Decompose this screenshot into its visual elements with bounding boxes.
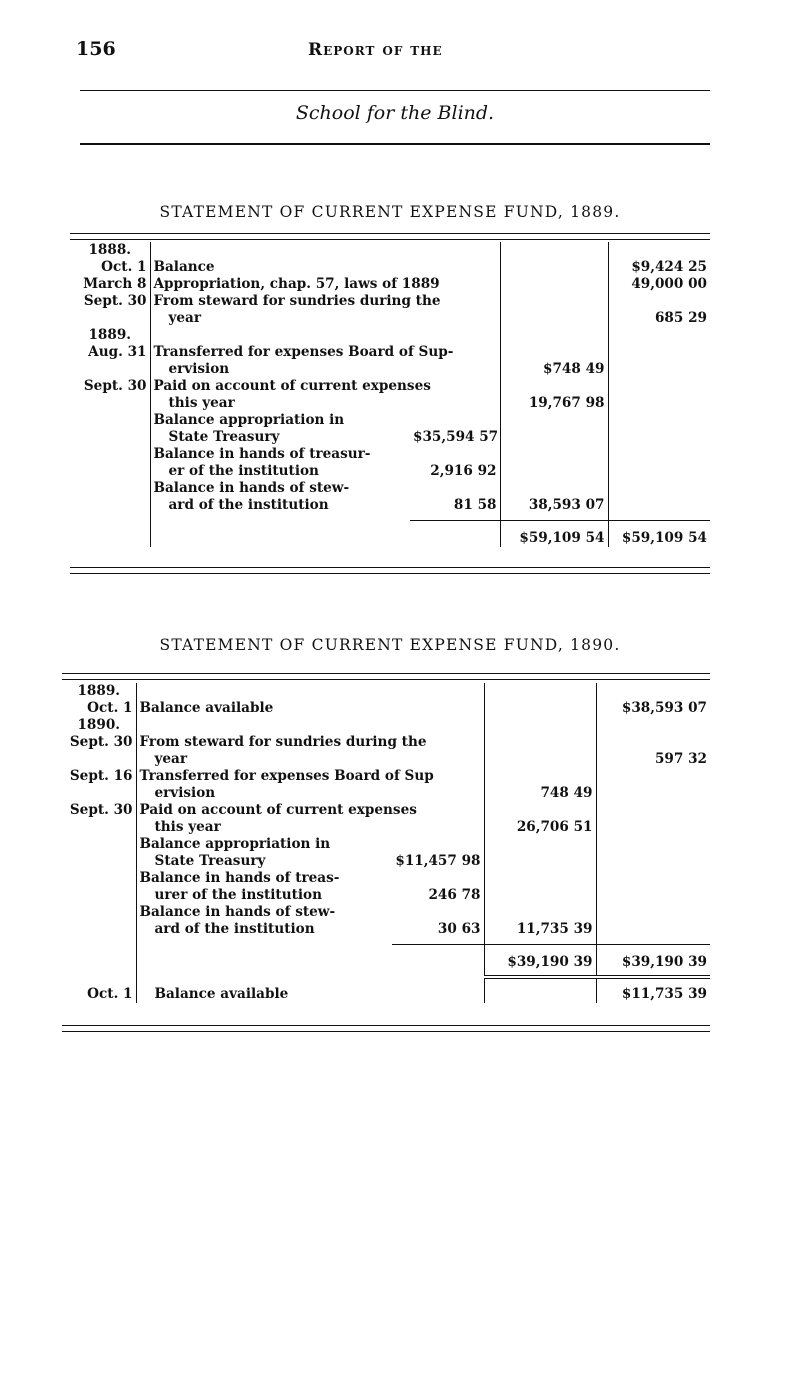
sub-amount: 81 58 (453, 497, 497, 513)
entry-description (150, 259, 410, 276)
page-number: 156 (76, 38, 116, 60)
sub-amount (392, 700, 484, 717)
amount-column-1 (484, 802, 596, 819)
entry-date: Sept. 30 (83, 378, 147, 394)
amount-column-2 (596, 853, 710, 870)
ledger-row (70, 310, 710, 327)
amount-column-2 (608, 395, 710, 412)
entry-description (136, 751, 392, 768)
entry-description-text: year (154, 751, 188, 767)
sub-amount (410, 242, 500, 259)
spacer-cell (392, 944, 484, 971)
ledger-row (70, 361, 710, 378)
entry-description-text: Paid on account of current expenses (153, 378, 431, 394)
entry-description-text: er of the institution (168, 463, 319, 479)
ledger-row (70, 412, 710, 429)
entry-description-text: Transferred for expenses Board of Sup- (153, 344, 454, 360)
amount-column-2 (608, 446, 710, 463)
statement-1890-top-rule (62, 673, 710, 680)
statement-1889-bottom-rule (70, 567, 710, 574)
amount-column-2 (596, 717, 710, 734)
sub-amount (392, 904, 484, 921)
amount-column-2: 685 29 (608, 310, 710, 327)
entry-description (150, 242, 410, 259)
entry-date (70, 497, 150, 514)
sub-amount (410, 480, 500, 497)
ledger-row (70, 378, 710, 395)
entry-date: 1889. (77, 683, 121, 699)
amount-column-2 (596, 734, 710, 751)
entry-date (70, 310, 150, 327)
amount-column-2 (596, 904, 710, 921)
entry-description (136, 904, 392, 921)
entry-description (150, 446, 410, 463)
entry-description-text: Balance appropriation in (153, 412, 345, 428)
entry-date (70, 412, 150, 429)
entry-date: 1890. (77, 717, 121, 733)
amount-column-1 (484, 768, 596, 785)
amount-column-1 (484, 700, 596, 717)
amount-column-2 (608, 463, 710, 480)
entry-date: Oct. 1 (87, 985, 133, 1002)
amount-column-1 (484, 734, 596, 751)
amount-column-1 (500, 242, 608, 259)
total-column-2: $39,190 39 (596, 944, 710, 971)
entry-description (136, 802, 417, 819)
amount-column-2 (596, 819, 710, 836)
entry-description (150, 412, 410, 429)
entry-description-text: ard of the institution (168, 497, 329, 513)
entry-description (150, 480, 410, 497)
entry-date: Oct. 1 (87, 700, 133, 716)
sub-amount: $11,457 98 (395, 853, 481, 869)
entry-date (62, 785, 136, 802)
amount-column-1 (500, 276, 608, 293)
amount-column-1 (500, 463, 608, 480)
entry-description (136, 977, 392, 1003)
entry-date (62, 921, 136, 938)
ledger-row (62, 802, 710, 819)
ledger-row (62, 768, 710, 785)
entry-description-text: urer of the institution (154, 887, 322, 903)
amount-column-1 (484, 683, 596, 700)
sub-amount: $35,594 57 (413, 429, 499, 445)
page-header (68, 36, 708, 66)
total-column-2: $59,109 54 (608, 520, 710, 547)
amount-column-1 (500, 412, 608, 429)
entry-description-text: ervision (168, 361, 230, 377)
ledger-row (62, 887, 710, 904)
amount-column-1 (500, 344, 608, 361)
entry-date: Oct. 1 (101, 259, 147, 275)
entry-description (136, 700, 392, 717)
entry-description-text: State Treasury (154, 853, 266, 869)
ledger-row (70, 463, 710, 480)
amount-column-1 (484, 751, 596, 768)
entry-description-text: Balance (153, 259, 215, 275)
entry-date (70, 463, 150, 480)
ledger-row (62, 836, 710, 853)
ledger-row (70, 276, 710, 293)
statement-1889-top-rule (70, 233, 710, 240)
entry-date: Sept. 30 (69, 802, 133, 818)
entry-description-text: Balance in hands of treasur- (153, 446, 371, 462)
spacer-cell (150, 520, 410, 547)
entry-description (150, 276, 440, 293)
amount-column-2: 49,000 00 (608, 276, 710, 293)
ledger-totals-row (70, 520, 710, 547)
spacer-cell (392, 977, 484, 1003)
amount-column-1 (484, 853, 596, 870)
amount-column-1: 38,593 07 (500, 497, 608, 514)
entry-date (70, 480, 150, 497)
ledger-row (62, 717, 710, 734)
entry-description-text: this year (168, 395, 235, 411)
spacer-cell (136, 944, 392, 971)
entry-date (70, 395, 150, 412)
entry-description-text: From steward for sundries during the (139, 734, 427, 750)
amount-column-1 (500, 327, 608, 344)
sub-amount (392, 751, 484, 768)
amount-column-1 (500, 429, 608, 446)
statement-1890-bottom-rule (62, 1025, 710, 1032)
amount-column-1 (484, 887, 596, 904)
amount-column-1 (500, 480, 608, 497)
sub-amount (410, 395, 500, 412)
entry-date (70, 429, 150, 446)
subtitle-rule (80, 143, 710, 145)
ledger-row (70, 497, 710, 514)
entry-date: 1889. (88, 327, 132, 343)
entry-date (62, 836, 136, 853)
ledger-row (62, 785, 710, 802)
entry-description-text: Transferred for expenses Board of Sup (139, 768, 434, 784)
ledger-row (62, 904, 710, 921)
sub-amount (392, 785, 484, 802)
amount-column-2 (596, 836, 710, 853)
entry-description (136, 853, 392, 870)
amount-column-1 (500, 310, 608, 327)
ledger-row (62, 819, 710, 836)
entry-description (136, 887, 392, 904)
amount-column-2 (608, 242, 710, 259)
ledger-row (62, 734, 710, 751)
entry-description-text: Balance in hands of stew- (139, 904, 336, 920)
amount-column-2 (596, 785, 710, 802)
ledger-row (70, 480, 710, 497)
amount-column-2 (608, 480, 710, 497)
sub-amount (392, 870, 484, 887)
entry-description-text: Appropriation, chap. 57, laws of 1889 (153, 276, 440, 292)
ledger-row (70, 429, 710, 446)
amount-column-2 (608, 344, 710, 361)
amount-column-1 (484, 904, 596, 921)
entry-date (70, 446, 150, 463)
section-subtitle: School for the Blind. (295, 102, 495, 124)
entry-date: 1888. (88, 242, 132, 258)
amount-column-1 (484, 870, 596, 887)
entry-description-text: year (168, 310, 202, 326)
amount-column-1 (500, 446, 608, 463)
entry-date: Sept. 16 (69, 768, 133, 784)
amount-column-2: 597 32 (596, 751, 710, 768)
amount-column-1 (484, 836, 596, 853)
entry-description-text: Balance in hands of treas- (139, 870, 340, 886)
entry-description (136, 836, 392, 853)
entry-date: Sept. 30 (69, 734, 133, 750)
entry-description (150, 429, 410, 446)
entry-date (70, 361, 150, 378)
ledger-row (70, 344, 710, 361)
ledger-row (70, 293, 710, 310)
running-title: Report of the (308, 40, 443, 60)
ledger-totals-row (62, 944, 710, 971)
ledger-row (70, 446, 710, 463)
amount-column-2 (596, 768, 710, 785)
entry-description (136, 717, 392, 734)
amount-column-2 (596, 683, 710, 700)
sub-amount (410, 310, 500, 327)
amount-column-2 (596, 870, 710, 887)
total-column-1: $59,109 54 (500, 520, 608, 547)
amount-column-1: 11,735 39 (484, 921, 596, 938)
entry-description (136, 785, 392, 802)
entry-date: March 8 (83, 276, 147, 292)
sub-amount: 246 78 (428, 887, 481, 903)
entry-date (62, 870, 136, 887)
entry-description (150, 463, 410, 480)
entry-description-text: this year (154, 819, 221, 835)
spacer-cell (62, 944, 136, 971)
entry-description (136, 768, 434, 785)
ledger-row (62, 870, 710, 887)
entry-description (136, 819, 392, 836)
entry-date (62, 751, 136, 768)
sub-amount (410, 446, 500, 463)
sub-amount: 2,916 92 (430, 463, 497, 479)
entry-description (150, 395, 410, 412)
entry-description (136, 734, 427, 751)
sub-amount (392, 836, 484, 853)
ledger-row (70, 327, 710, 344)
ledger-row (62, 683, 710, 700)
amount-column-1: 26,706 51 (484, 819, 596, 836)
amount-column-1: 19,767 98 (500, 395, 608, 412)
total-column-1: $39,190 39 (484, 944, 596, 971)
ledger-closing-row (62, 977, 710, 1003)
entry-date (62, 819, 136, 836)
statement-1890-title: STATEMENT OF CURRENT EXPENSE FUND, 1890. (159, 636, 621, 654)
entry-description (136, 683, 392, 700)
amount-column-2 (608, 497, 710, 514)
amount-column-2: $38,593 07 (596, 700, 710, 717)
ledger-row (70, 242, 710, 259)
sub-amount (410, 327, 500, 344)
amount-column-2 (608, 293, 710, 310)
amount-column-2 (608, 429, 710, 446)
entry-description (150, 344, 454, 361)
ledger-row (62, 853, 710, 870)
amount-column-2 (596, 802, 710, 819)
ledger-row (62, 700, 710, 717)
entry-description-text: State Treasury (168, 429, 280, 445)
statement-1889-title: STATEMENT OF CURRENT EXPENSE FUND, 1889. (159, 203, 621, 221)
amount-column-2: $11,735 39 (596, 977, 710, 1003)
entry-description-text: Balance available (139, 700, 274, 716)
amount-column-2 (608, 361, 710, 378)
sub-amount (392, 683, 484, 700)
statement-1889-table (70, 242, 710, 547)
entry-description (150, 310, 410, 327)
spacer-cell (70, 520, 150, 547)
entry-description-text: Balance available (154, 985, 289, 1002)
entry-description (150, 378, 431, 395)
amount-column-1 (484, 717, 596, 734)
spacer-cell (484, 977, 596, 1003)
entry-description-text: ard of the institution (154, 921, 315, 937)
amount-column-1 (500, 293, 608, 310)
entry-description (150, 327, 410, 344)
sub-amount: 30 63 (437, 921, 481, 937)
statement-1890-table (62, 683, 710, 1003)
entry-description (150, 361, 410, 378)
ledger-row (70, 259, 710, 276)
amount-column-2 (608, 412, 710, 429)
ledger-row (62, 921, 710, 938)
entry-description (150, 293, 441, 310)
entry-description (136, 870, 392, 887)
amount-column-2 (596, 887, 710, 904)
sub-amount (410, 412, 500, 429)
amount-column-2 (608, 378, 710, 395)
amount-column-1: 748 49 (484, 785, 596, 802)
entry-description-text: Balance appropriation in (139, 836, 331, 852)
entry-description-text: From steward for sundries during the (153, 293, 441, 309)
amount-column-2 (608, 327, 710, 344)
entry-description (150, 497, 410, 514)
entry-date: Aug. 31 (88, 344, 147, 360)
entry-date: Sept. 30 (83, 293, 147, 309)
entry-description-text: ervision (154, 785, 216, 801)
ledger-row (62, 751, 710, 768)
entry-description (136, 921, 392, 938)
amount-column-1 (500, 378, 608, 395)
amount-column-1: $748 49 (500, 361, 608, 378)
sub-amount (392, 717, 484, 734)
sub-amount (410, 259, 500, 276)
amount-column-2: $9,424 25 (608, 259, 710, 276)
spacer-cell (410, 520, 500, 547)
entry-date (62, 904, 136, 921)
header-rule (80, 90, 710, 91)
entry-date (62, 887, 136, 904)
entry-date (62, 853, 136, 870)
entry-description-text: Balance in hands of stew- (153, 480, 350, 496)
entry-description-text: Paid on account of current expenses (139, 802, 417, 818)
sub-amount (410, 361, 500, 378)
amount-column-1 (500, 259, 608, 276)
amount-column-2 (596, 921, 710, 938)
ledger-row (70, 395, 710, 412)
sub-amount (392, 819, 484, 836)
